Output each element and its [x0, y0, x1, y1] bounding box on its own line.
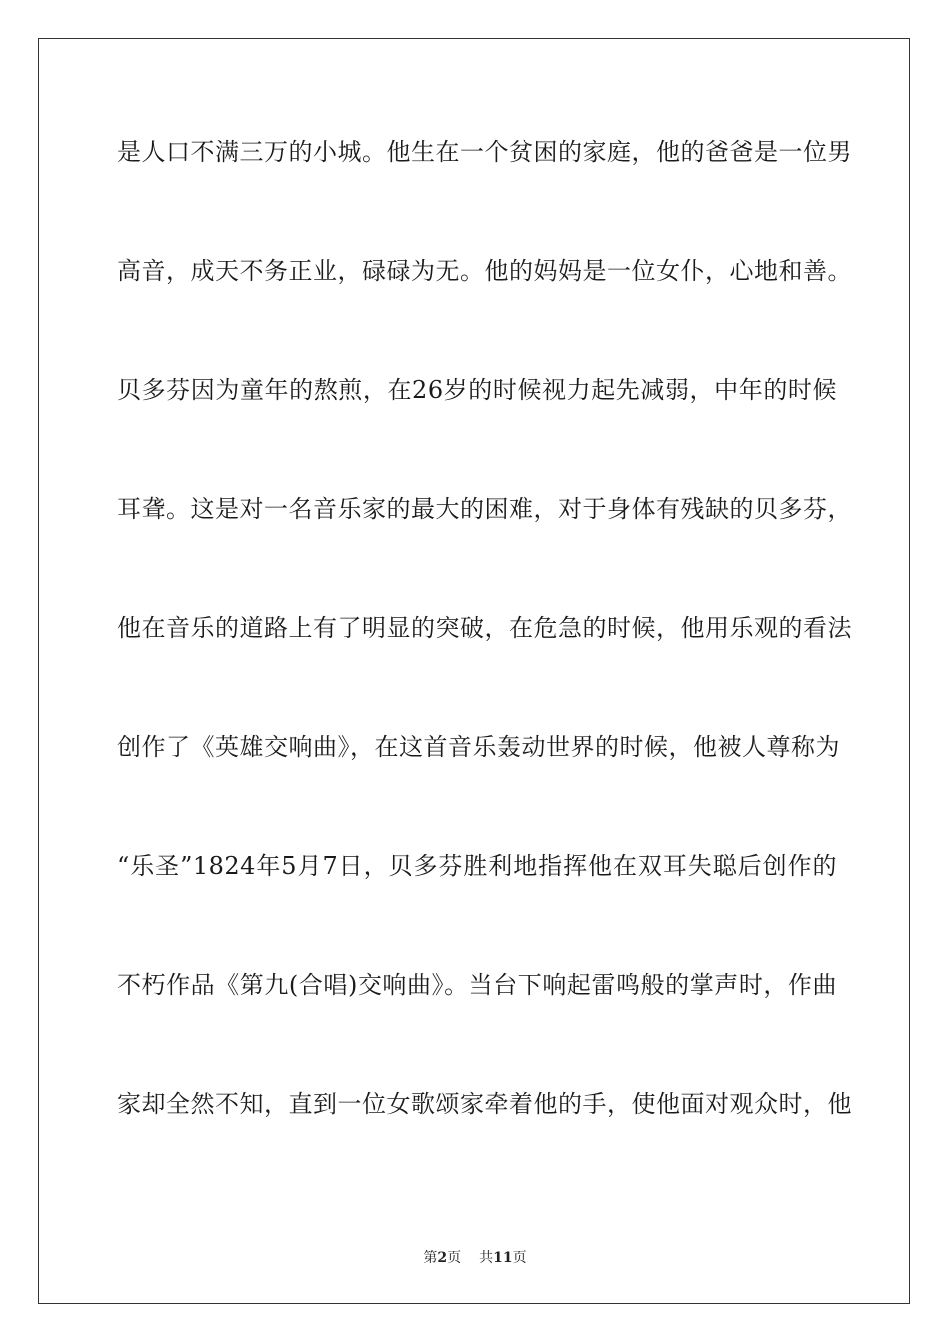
text-line: 不朽作品《第九(合唱)交响曲》。当台下响起雷鸣般的掌声时，作曲 [117, 971, 837, 999]
current-page-number: 2 [437, 1250, 448, 1266]
total-prefix: 共 [479, 1250, 494, 1266]
body-text [117, 129, 852, 1200]
page-footer [0, 1247, 950, 1267]
text-line: 家却全然不知，直到一位女歌颂家牵着他的手，使他面对观众时，他 [117, 1090, 852, 1118]
total-pages-number: 11 [493, 1250, 513, 1266]
text-line: 创作了《英雄交响曲》，在这首音乐轰动世界的时候，他被人尊称为 [117, 733, 840, 761]
text-line: 贝多芬因为童年的熬煎，在26岁的时候视力起先减弱，中年的时候 [117, 376, 837, 404]
page-suffix: 页 [447, 1250, 462, 1266]
text-line: 他在音乐的道路上有了明显的突破，在危急的时候，他用乐观的看法 [117, 614, 852, 642]
text-line: 是人口不满三万的小城。他生在一个贫困的家庭，他的爸爸是一位男 [117, 138, 852, 166]
page-prefix: 第 [423, 1250, 438, 1266]
total-suffix: 页 [512, 1250, 527, 1266]
text-line: 高音，成天不务正业，碌碌为无。他的妈妈是一位女仆，心地和善。 [117, 257, 852, 285]
text-line: 耳聋。这是对一名音乐家的最大的困难，对于身体有残缺的贝多芬， [117, 495, 852, 523]
text-line: “乐圣”1824年5月7日，贝多芬胜利地指挥他在双耳失聪后创作的 [117, 852, 837, 880]
